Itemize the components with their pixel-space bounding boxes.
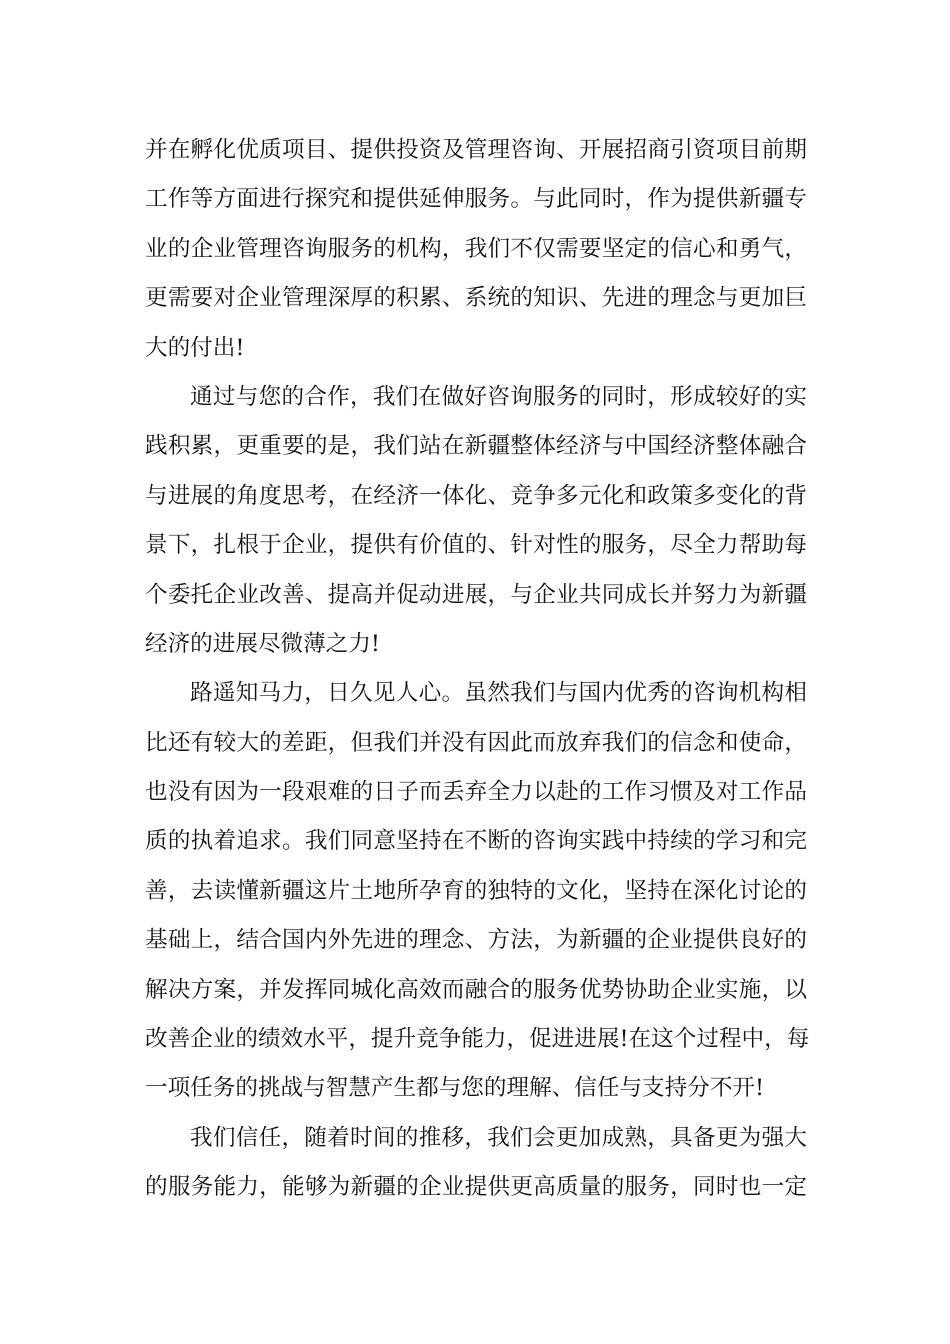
text-line: 业的企业管理咨询服务的机构，我们不仅需要坚定的信心和勇气， — [145, 235, 807, 262]
document-body — [145, 126, 810, 1213]
text-line: 工作等方面进行探究和提供延伸服务。与此同时，作为提供新疆专 — [145, 186, 807, 213]
text-line: 解决方案，并发挥同城化高效而融合的服务优势协助企业实施，以 — [145, 976, 807, 1003]
text-line: 路遥知马力，日久见人心。虽然我们与国内优秀的咨询机构相 — [190, 680, 807, 707]
text-line: 景下，扎根于企业，提供有价值的、针对性的服务，尽全力帮助每 — [145, 532, 807, 559]
text-line: 并在孵化优质项目、提供投资及管理咨询、开展招商引资项目前期 — [145, 137, 807, 163]
paragraph-1 — [145, 126, 807, 373]
text-line: 质的执着追求。我们同意坚持在不断的咨询实践中持续的学习和完 — [145, 828, 807, 855]
text-line: 我们信任，随着时间的推移，我们会更加成熟，具备更为强大 — [190, 1124, 807, 1151]
text-line: 践积累，更重要的是，我们站在新疆整体经济与中国经济整体融合 — [145, 433, 807, 460]
text-line: 经济的进展尽微薄之力! — [145, 630, 381, 657]
text-line: 一项任务的挑战与智慧产生都与您的理解、信任与支持分不开! — [145, 1075, 765, 1102]
text-line: 善，去读懂新疆这片土地所孕育的独特的文化，坚持在深化讨论的 — [145, 877, 807, 904]
text-line: 更需要对企业管理深厚的积累、系统的知识、先进的理念与更加巨 — [145, 285, 807, 312]
text-line: 与进展的角度思考，在经济一体化、竞争多元化和政策多变化的背 — [145, 482, 807, 509]
text-line: 也没有因为一段艰难的日子而丢弃全力以赴的工作习惯及对工作品 — [145, 779, 807, 806]
paragraph-4 — [145, 1114, 807, 1213]
text-line: 比还有较大的差距，但我们并没有因此而放弃我们的信念和使命， — [145, 729, 807, 756]
text-line: 基础上，结合国内外先进的理念、方法，为新疆的企业提供良好的 — [145, 927, 807, 954]
paragraph-2 — [145, 373, 807, 669]
text-line: 大的付出! — [145, 334, 245, 361]
text-line: 的服务能力，能够为新疆的企业提供更高质量的服务，同时也一定 — [145, 1174, 807, 1201]
paragraph-3 — [145, 669, 810, 1114]
text-line: 个委托企业改善、提高并促动进展，与企业共同成长并努力为新疆 — [145, 581, 807, 608]
text-line: 通过与您的合作，我们在做好咨询服务的同时，形成较好的实 — [190, 383, 807, 410]
text-line: 改善企业的绩效水平，提升竞争能力，促进进展!在这个过程中，每 — [145, 1026, 810, 1053]
